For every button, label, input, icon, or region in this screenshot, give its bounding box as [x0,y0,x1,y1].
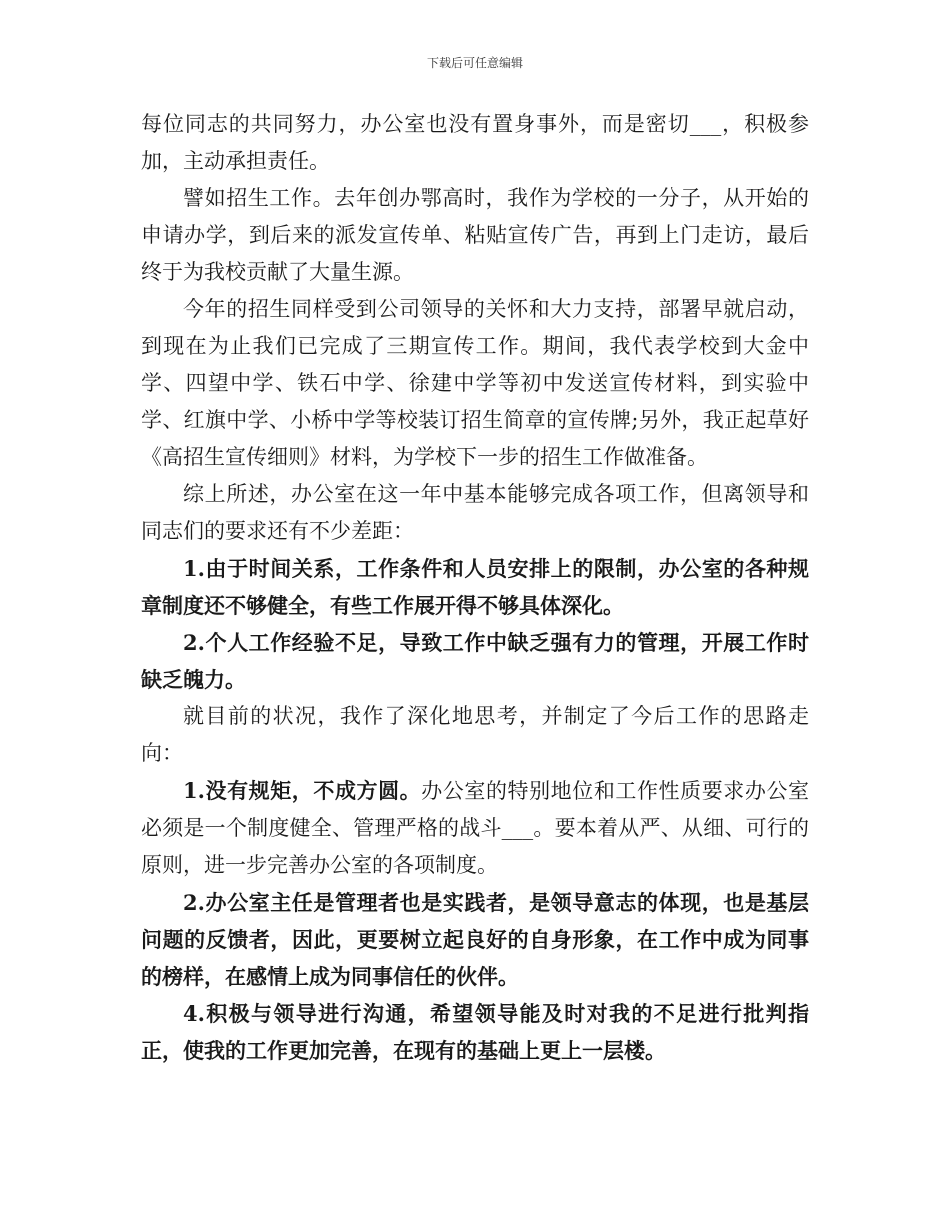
paragraph-8 [141,772,809,884]
paragraph-2: 譬如招生工作。去年创办鄂高时，我作为学校的一分子，从开始的申请办学，到后来的派发宣传单、粘贴宣传广告，再到上门走访，最后终于为我校贡献了大量生源。 [141,186,809,284]
page-header: 下载后可任意编辑 [426,56,523,70]
paragraph-9: 2.办公室主任是管理者也是实践者，是领导意志的体现，也是基层问题的反馈者，因此，更要树立起良好的自身形象，在工作中成为同事的榜样，在感情上成为同事信任的伙伴。 [141,890,809,989]
paragraph-10: 4.积极与领导进行沟通，希望领导能及时对我的不足进行批判指正，使我的工作更加完善，在现有的基础上更上一层楼。 [141,1001,809,1063]
paragraph-4: 综上所述，办公室在这一年中基本能够完成各项工作，但离领导和同志们的要求还有不少差距： [141,482,809,543]
paragraph-8-normal: 办公室的特别地位和工作性质要求办公室必须是一个制度健全、管理严格的战斗___。要本着从严、从细、可行的原则，进一步完善办公室的各项制度。 [141,779,809,877]
paragraph-6: 2.个人工作经验不足，导致工作中缺乏强有力的管理，开展工作时缺乏魄力。 [141,630,809,692]
paragraph-8-bold: 1.没有规矩，不成方圆。 [183,778,422,803]
paragraph-7: 就目前的状况，我作了深化地思考，并制定了今后工作的思路走向： [141,704,809,765]
paragraph-3: 今年的招生同样受到公司领导的关怀和大力支持，部署早就启动，到现在为止我们已完成了三期宣传工作。期间，我代表学校到大金中学、四望中学、铁石中学、徐建中学等初中发送宣传材料，到实验中学、红旗中学、小桥中学等校装订招生简章的宣传牌;另外，我正起草好《高招生宣传细则》材料，为学校下一步的招生工作做准备。 [141,297,809,469]
paragraph-5: 1.由于时间关系，工作条件和人员安排上的限制，办公室的各种规章制度还不够健全，有些工作展开得不够具体深化。 [141,556,809,618]
paragraph-1: 每位同志的共同努力，办公室也没有置身事外，而是密切___，积极参加，主动承担责任。 [141,112,809,173]
document-body [141,106,809,1069]
